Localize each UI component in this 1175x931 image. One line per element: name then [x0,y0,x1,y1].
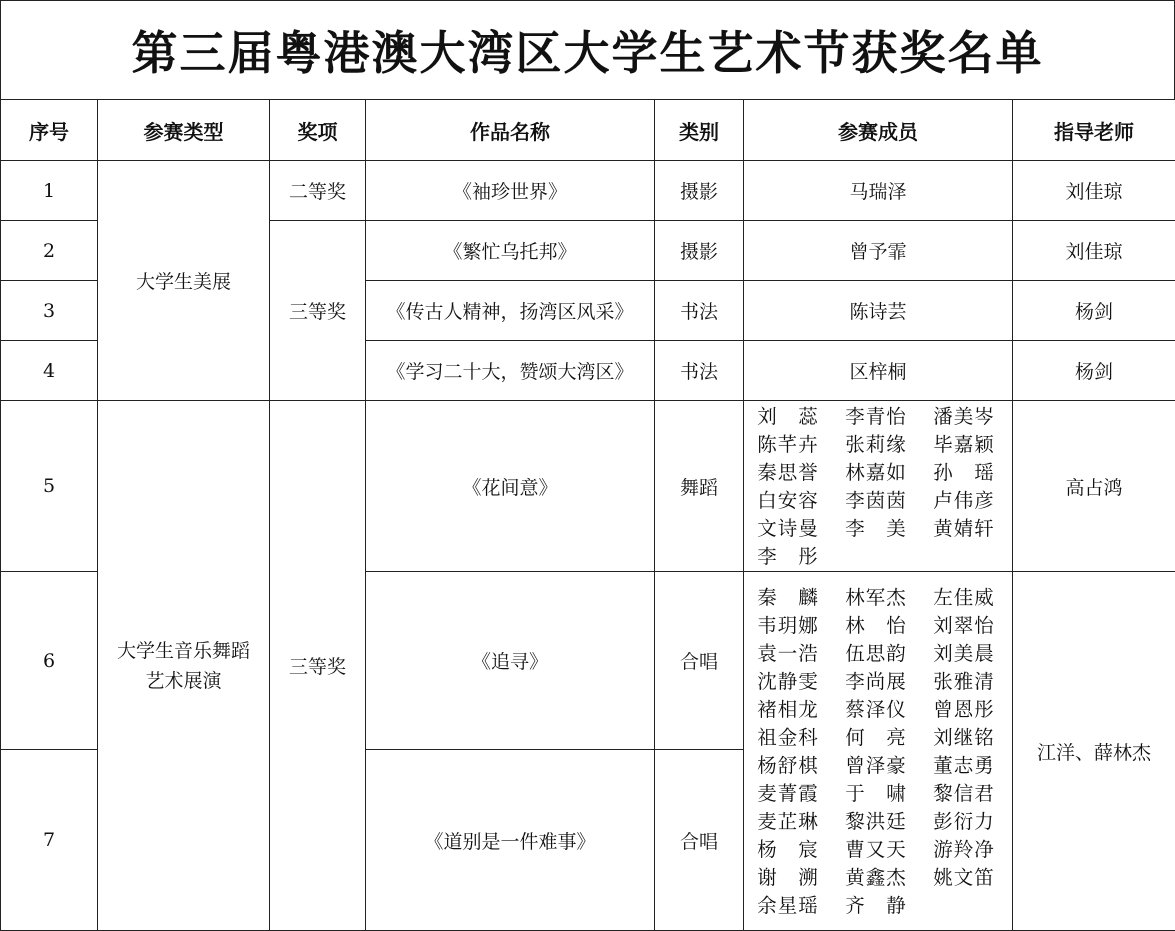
member-name: 杨 宸 [744,836,832,864]
member-name: 李 美 [832,515,920,543]
work-title: 《传古人精神，扬湾区风采》 [366,281,655,341]
members: 曾予霏 [744,221,1013,281]
teacher: 杨剑 [1013,281,1175,341]
category: 摄影 [655,221,744,281]
group-music-dance-line1: 大学生音乐舞蹈 [98,636,269,666]
member-name: 彭衍力 [920,808,1008,836]
member-name: 秦 麟 [744,584,832,612]
member-name: 蔡泽仪 [832,696,920,724]
member-name: 毕嘉颖 [920,431,1008,459]
member-name: 白安容 [744,487,832,515]
group-music-dance [98,401,270,931]
col-header-teacher: 指导老师 [1013,100,1175,161]
table-row [1,401,1175,572]
col-header-award: 奖项 [270,100,366,161]
member-name: 伍思韵 [832,640,920,668]
work-title: 《繁忙乌托邦》 [366,221,655,281]
table-row [1,161,1175,221]
members: 陈诗芸 [744,281,1013,341]
members: 区梓桐 [744,341,1013,401]
teacher: 高占鸿 [1013,401,1175,572]
member-name: 刘 蕊 [744,403,832,431]
teacher: 刘佳琼 [1013,161,1175,221]
col-header-category: 类别 [655,100,744,161]
member-name: 张雅清 [920,668,1008,696]
member-name: 谢 溯 [744,864,832,892]
member-name: 左佳威 [920,584,1008,612]
category: 摄影 [655,161,744,221]
work-title: 《学习二十大，赞颂大湾区》 [366,341,655,401]
work-title: 《花间意》 [366,401,655,572]
member-name: 李 彤 [744,543,832,571]
row-number: 3 [1,281,98,341]
row-number: 4 [1,341,98,401]
member-name: 袁一浩 [744,640,832,668]
member-name: 游羚净 [920,836,1008,864]
member-name: 曾恩彤 [920,696,1008,724]
member-name: 卢伟彦 [920,487,1008,515]
work-title: 《道别是一件难事》 [366,750,655,931]
member-name: 姚文笛 [920,864,1008,892]
member-name: 齐 静 [832,892,920,920]
members [744,401,1013,572]
member-name: 麦芷琳 [744,808,832,836]
group-art-exhibition: 大学生美展 [98,161,270,401]
group-music-dance-line2: 艺术展演 [98,666,269,696]
member-name: 李青怡 [832,403,920,431]
member-name: 褚相龙 [744,696,832,724]
member-name: 董志勇 [920,752,1008,780]
award-third: 三等奖 [270,401,366,931]
col-header-type: 参赛类型 [98,100,270,161]
member-name: 黄鑫杰 [832,864,920,892]
member-name: 黄婧轩 [920,515,1008,543]
member-name: 林 怡 [832,612,920,640]
row-number: 5 [1,401,98,572]
member-name: 秦思誉 [744,459,832,487]
row-number: 2 [1,221,98,281]
choir-member-list [744,582,1012,920]
member-name: 韦玥娜 [744,612,832,640]
member-name: 黎洪廷 [832,808,920,836]
member-name: 文诗曼 [744,515,832,543]
member-name: 刘继铭 [920,724,1008,752]
member-name: 刘翠怡 [920,612,1008,640]
col-header-work: 作品名称 [366,100,655,161]
award-second: 二等奖 [270,161,366,221]
col-header-no: 序号 [1,100,98,161]
category: 合唱 [655,572,744,750]
member-name: 林嘉如 [832,459,920,487]
member-name: 麦菁霞 [744,780,832,808]
member-name: 于 啸 [832,780,920,808]
dance-member-list [744,401,1012,571]
teacher: 杨剑 [1013,341,1175,401]
member-name: 李茵茵 [832,487,920,515]
award-third: 三等奖 [270,221,366,401]
member-name: 张莉缘 [832,431,920,459]
member-name: 孙 瑶 [920,459,1008,487]
row-number: 7 [1,750,98,931]
category: 书法 [655,341,744,401]
category: 合唱 [655,750,744,931]
member-name: 沈静雯 [744,668,832,696]
members [744,572,1013,931]
member-name: 祖金科 [744,724,832,752]
teacher: 江洋、薛林杰 [1013,572,1175,931]
member-name: 潘美岑 [920,403,1008,431]
member-name: 刘美晨 [920,640,1008,668]
teacher: 刘佳琼 [1013,221,1175,281]
category: 舞蹈 [655,401,744,572]
header-row [1,100,1175,161]
work-title: 《袖珍世界》 [366,161,655,221]
member-name: 杨舒棋 [744,752,832,780]
row-number: 1 [1,161,98,221]
member-name: 曾泽豪 [832,752,920,780]
award-table [0,99,1175,931]
row-number: 6 [1,572,98,750]
member-name: 余星瑶 [744,892,832,920]
member-name: 林军杰 [832,584,920,612]
member-name: 曹又天 [832,836,920,864]
work-title: 《追寻》 [366,572,655,750]
col-header-members: 参赛成员 [744,100,1013,161]
page-title: 第三届粤港澳大湾区大学生艺术节获奖名单 [0,0,1175,100]
category: 书法 [655,281,744,341]
member-name: 黎信君 [920,780,1008,808]
member-name: 何 亮 [832,724,920,752]
members: 马瑞泽 [744,161,1013,221]
member-name: 李尚展 [832,668,920,696]
member-name: 陈芊卉 [744,431,832,459]
